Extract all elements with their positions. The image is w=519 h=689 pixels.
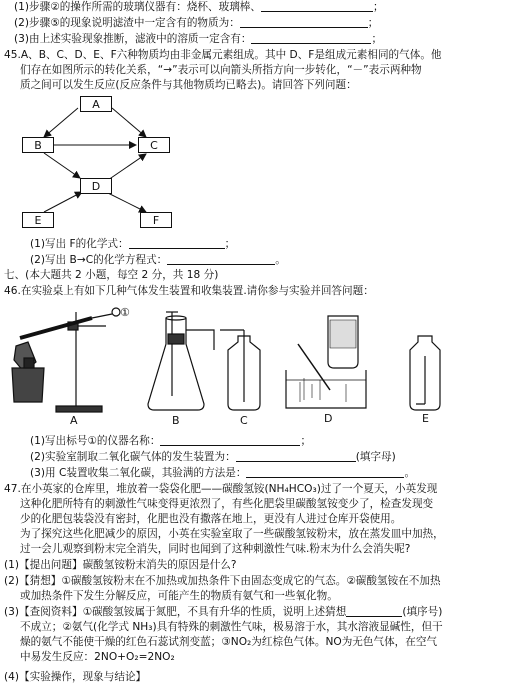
q45-answer1: (1)写出 F的化学式： ； xyxy=(30,238,236,250)
q46-answer1: (1)写出标号①的仪器名称： ； xyxy=(30,435,312,447)
q46-answer2: (2)实验室制取二氧化碳气体的发生装置为： (填字母) xyxy=(30,451,396,463)
apparatus-b-label: B xyxy=(172,414,180,427)
q47-part3-line3: 燥的氨气不能使干燥的红色石蕊试剂变蓝；③NO₂为红棕色气体。NO为无色气体，在空气 xyxy=(20,636,438,648)
apparatus-a-label: A xyxy=(70,414,78,427)
q47-stem-line4: 为了探究这些化肥减少的原因，小英在实验室取了一些碳酸氢铵粉末，放在蒸发皿中加热， xyxy=(20,528,444,540)
q47-stem-line2: 这种化肥所特有的刺激性气味变得更浓烈了，有些化肥袋里碳酸氢铵变少了，检查发现变 xyxy=(20,498,434,510)
q47-part3-line4: 中易发生反应：2NO+O₂=2NO₂ xyxy=(20,651,175,663)
node-a: A xyxy=(80,96,112,112)
section-7-heading: 七、(本大题共 2 小题，每空 2 分，共 18 分) xyxy=(4,269,219,281)
q45-stem-line2: 们存在如图所示的转化关系，“→”表示可以向箭头所指方向一步转化，“－”表示两种物 xyxy=(20,64,422,76)
apparatus-d-label: D xyxy=(324,412,333,425)
apparatus-e-label: E xyxy=(422,412,429,425)
apparatus-c-label: C xyxy=(240,414,248,427)
node-d: D xyxy=(80,178,112,194)
q47-stem-line1: 47.在小英家的仓库里，堆放着一袋袋化肥——碳酸氢铵(NH₄HCO₃)过了一个夏天，小英发现 xyxy=(4,483,438,495)
node-e: E xyxy=(22,212,54,228)
q47-part3-line1: (3)【查阅资料】①碳酸氢铵属于氮肥，不具有升华的性质，说明上述猜想 (填序号) xyxy=(4,606,443,618)
node-c: C xyxy=(138,137,170,153)
q47-part4: (4)【实验操作，现象与结论】 xyxy=(4,671,147,683)
q47-part2-line1: (2)【猜想】①碳酸氢铵粉末在不加热或加热条件下由固态变成它的气态。②碳酸氢铵在不加热 xyxy=(4,575,441,587)
q46-stem: 46.在实验桌上有如下几种气体发生装置和收集装置.请你参与实验并回答问题： xyxy=(4,285,374,297)
answer-blank[interactable] xyxy=(246,466,404,478)
q47-stem-line5: 过一会儿观察到粉末完全消失，同时也闻到了这种刺激性气味.粉末为什么会消失呢? xyxy=(20,543,411,555)
answer-blank[interactable] xyxy=(346,605,402,617)
q44-step3: (3)由上述实验现象推断，滤液中的溶质一定含有： ； xyxy=(14,33,383,45)
q47-stem-line3: 少的化肥包装袋没有密封，化肥也没有撒落在地上，更没有人进过仓库开袋使用。 xyxy=(20,513,402,525)
q46-answer3: (3)用 C装置收集二氧化碳，其验满的方法是： 。 xyxy=(30,467,416,479)
q45-stem-line1: 45.A、B、C、D、E、F六种物质均由非金属元素组成。其中 D、F是组成元素相同的气体。他 xyxy=(4,49,442,61)
node-f: F xyxy=(140,212,172,228)
answer-blank[interactable] xyxy=(236,450,356,462)
q47-part1: (1)【提出问题】碳酸氢铵粉末消失的原因是什么? xyxy=(4,559,237,571)
q45-answer2: (2)写出 B→C的化学方程式： 。 xyxy=(30,254,286,266)
mark-1-label: ① xyxy=(120,306,130,319)
q44-step2: (2)步骤⑤的现象说明滤渣中一定含有的物质为： ； xyxy=(14,17,379,29)
q45-stem-line3: 质之间可以发生反应(反应条件与其他物质均已略去)。请回答下列问题： xyxy=(20,79,357,91)
q47-part2-line2: 或加热条件下发生分解反应，可能产生的物质有氨气和一些氧化物。 xyxy=(20,590,338,602)
q44-step1: (1)步骤②的操作所需的玻璃仪器有：烧杯、玻璃棒、 ； xyxy=(14,1,384,13)
node-b: B xyxy=(22,137,54,153)
answer-blank[interactable] xyxy=(160,434,300,446)
q47-part3-line2: 不成立；②氨气(化学式 NH₃)具有特殊的刺激性气味，极易溶于水，其水溶液显碱性，但干 xyxy=(20,621,443,633)
